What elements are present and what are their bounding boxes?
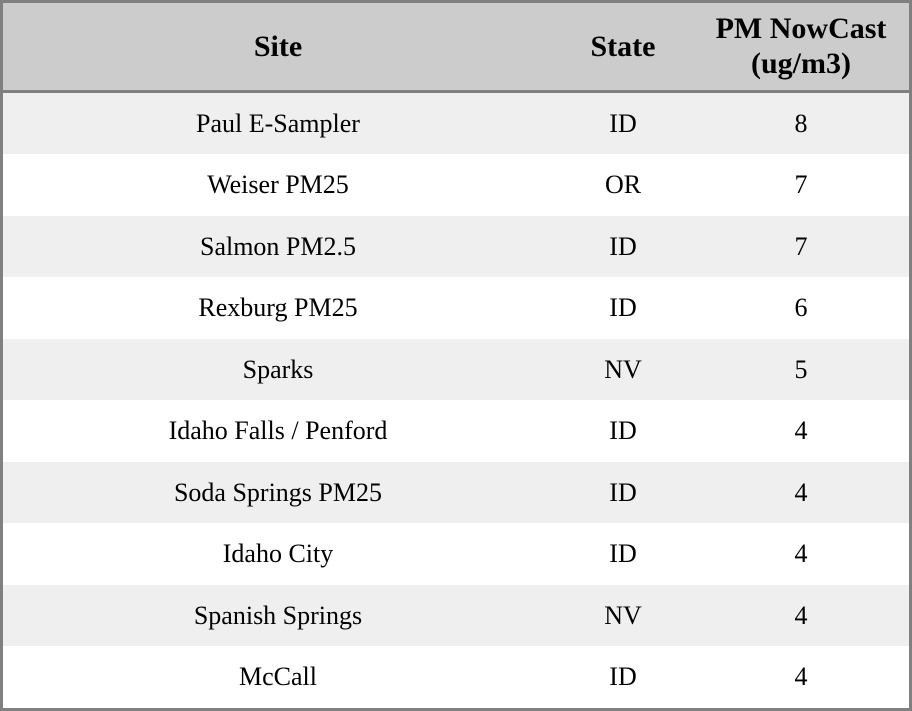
column-header-state: State bbox=[553, 3, 693, 91]
table-header bbox=[3, 3, 909, 91]
cell-state: ID bbox=[553, 400, 693, 462]
cell-state: ID bbox=[553, 91, 693, 154]
table-header-row bbox=[3, 3, 909, 91]
cell-value: 6 bbox=[693, 277, 909, 339]
cell-value: 7 bbox=[693, 216, 909, 278]
cell-site: Sparks bbox=[3, 339, 553, 401]
table-row bbox=[3, 400, 909, 462]
table-row bbox=[3, 339, 909, 401]
pm-nowcast-table bbox=[3, 3, 909, 708]
cell-site: Rexburg PM25 bbox=[3, 277, 553, 339]
cell-state: OR bbox=[553, 154, 693, 216]
column-header-site: Site bbox=[3, 3, 553, 91]
cell-value: 8 bbox=[693, 91, 909, 154]
column-header-pm-nowcast: PM NowCast (ug/m3) bbox=[693, 3, 909, 91]
cell-site: Salmon PM2.5 bbox=[3, 216, 553, 278]
table-row bbox=[3, 585, 909, 647]
table-row bbox=[3, 91, 909, 154]
cell-state: ID bbox=[553, 216, 693, 278]
table-row bbox=[3, 646, 909, 708]
cell-value: 5 bbox=[693, 339, 909, 401]
table-row bbox=[3, 216, 909, 278]
table-row bbox=[3, 462, 909, 524]
cell-site: Idaho City bbox=[3, 523, 553, 585]
table-body bbox=[3, 91, 909, 708]
cell-value: 4 bbox=[693, 523, 909, 585]
cell-site: Idaho Falls / Penford bbox=[3, 400, 553, 462]
cell-site: Weiser PM25 bbox=[3, 154, 553, 216]
cell-site: Spanish Springs bbox=[3, 585, 553, 647]
cell-state: ID bbox=[553, 646, 693, 708]
cell-state: ID bbox=[553, 523, 693, 585]
table-row bbox=[3, 523, 909, 585]
table-row bbox=[3, 154, 909, 216]
cell-site: McCall bbox=[3, 646, 553, 708]
cell-site: Paul E-Sampler bbox=[3, 91, 553, 154]
cell-state: ID bbox=[553, 277, 693, 339]
cell-value: 4 bbox=[693, 646, 909, 708]
cell-state: NV bbox=[553, 585, 693, 647]
cell-value: 4 bbox=[693, 585, 909, 647]
cell-site: Soda Springs PM25 bbox=[3, 462, 553, 524]
table-row bbox=[3, 277, 909, 339]
cell-value: 4 bbox=[693, 400, 909, 462]
cell-value: 7 bbox=[693, 154, 909, 216]
cell-state: NV bbox=[553, 339, 693, 401]
cell-state: ID bbox=[553, 462, 693, 524]
cell-value: 4 bbox=[693, 462, 909, 524]
